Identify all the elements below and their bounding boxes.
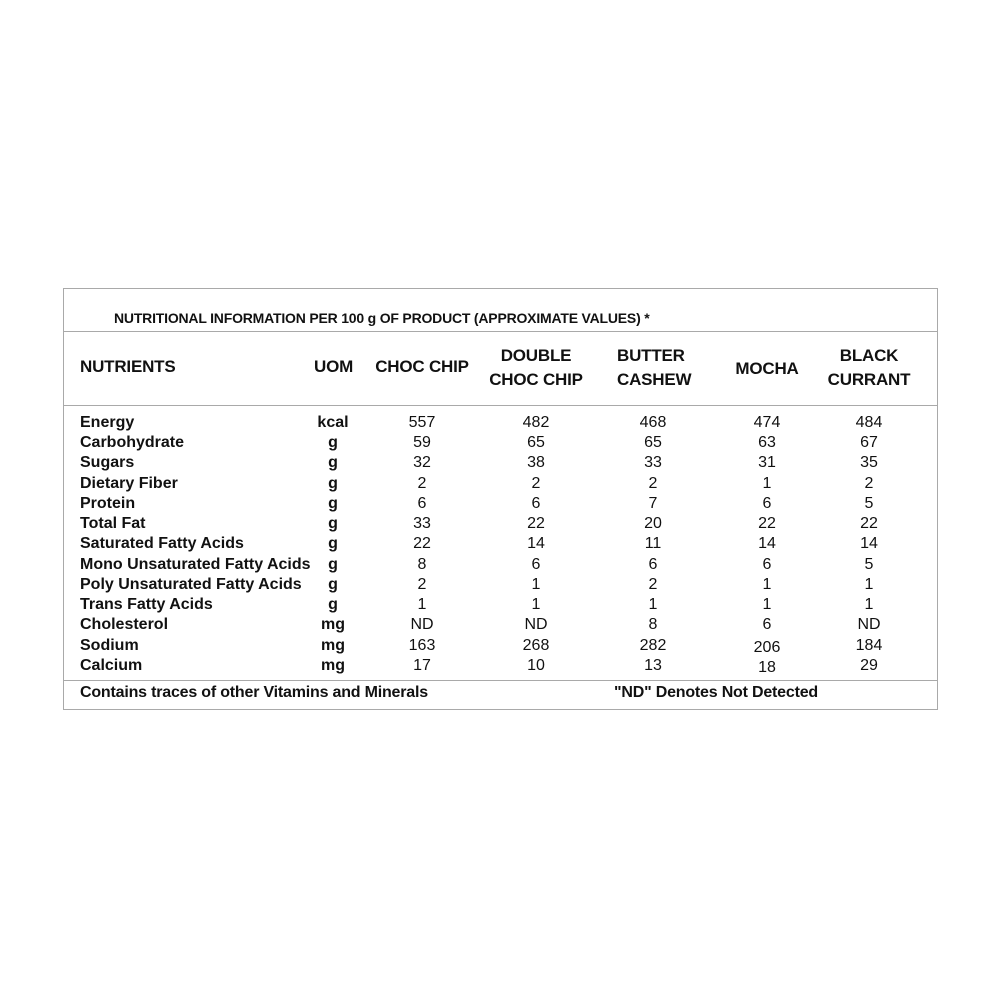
table-title: NUTRITIONAL INFORMATION PER 100 g OF PRODUCT (APPROXIMATE VALUES) * xyxy=(114,310,650,326)
nutrient-value-text: 59 xyxy=(413,434,431,451)
nutrient-value-text: 1 xyxy=(864,576,874,593)
nutrient-value-text: 22 xyxy=(527,515,545,532)
nutrient-value-text: 33 xyxy=(644,454,662,471)
nutrient-value-text: 2 xyxy=(417,475,427,492)
nutrient-value-text: 29 xyxy=(860,657,878,674)
table-row xyxy=(64,555,937,575)
header-line: MOCHA xyxy=(735,359,799,378)
nutrient-value-text: 2 xyxy=(648,576,658,593)
nutrient-uom-text: g xyxy=(328,596,338,613)
table-row xyxy=(64,534,937,554)
nutrient-uom-text: g xyxy=(328,475,338,492)
nutrient-value-text: 468 xyxy=(639,414,667,431)
nutrient-value-text: 35 xyxy=(860,454,878,471)
header-black-currant xyxy=(828,344,911,392)
nutrient-value-text: 14 xyxy=(527,535,545,552)
table-row xyxy=(64,433,937,453)
table-row xyxy=(64,453,937,473)
nutrient-name: Poly Unsaturated Fatty Acids xyxy=(80,576,302,593)
table-row xyxy=(64,575,937,595)
nutrient-value-text: 13 xyxy=(644,657,662,674)
nutrient-name: Sugars xyxy=(80,454,135,471)
nutrient-value-text: 1 xyxy=(648,596,658,613)
nutrient-name: Calcium xyxy=(80,657,143,674)
nutrient-uom-text: kcal xyxy=(317,414,349,431)
table-row xyxy=(64,595,937,615)
nutrient-name: Trans Fatty Acids xyxy=(80,596,213,613)
nutrient-name: Energy xyxy=(80,414,135,431)
nutrient-value-text: ND xyxy=(857,616,881,633)
nutrient-value-text: 31 xyxy=(758,454,776,471)
nutrient-uom-text: g xyxy=(328,576,338,593)
nutrient-value-text: 5 xyxy=(864,495,874,512)
header-line: DOUBLE xyxy=(500,346,572,365)
nutrient-value-text: 2 xyxy=(417,576,427,593)
nutrient-value-text: 22 xyxy=(860,515,878,532)
nutrient-value-text: 6 xyxy=(531,556,541,573)
nutrient-value-text: 1 xyxy=(531,576,541,593)
nutrient-value-text: 6 xyxy=(648,556,658,573)
header-nutrients: NUTRIENTS xyxy=(80,357,176,376)
nutrient-value-text: 67 xyxy=(860,434,878,451)
divider xyxy=(64,331,937,332)
nutrient-value-text: 1 xyxy=(762,576,772,593)
footer-note-right: "ND" Denotes Not Detected xyxy=(614,684,818,701)
nutrient-value-text: 20 xyxy=(644,515,662,532)
nutrient-value-text: 2 xyxy=(648,475,658,492)
nutrient-uom-text: mg xyxy=(321,637,345,654)
nutrient-value-text: 1 xyxy=(762,596,772,613)
table-row xyxy=(64,514,937,534)
header-line: BUTTER xyxy=(617,346,685,365)
nutrient-uom-text: g xyxy=(328,556,338,573)
table-row xyxy=(64,494,937,514)
nutrient-value-text: 2 xyxy=(864,475,874,492)
nutrient-value-text: 65 xyxy=(527,434,545,451)
nutrient-value-text: 6 xyxy=(762,495,772,512)
table-row xyxy=(64,413,937,433)
header-line: CASHEW xyxy=(617,370,692,389)
nutrient-value-text: 557 xyxy=(408,414,436,431)
nutrient-uom-text: g xyxy=(328,515,338,532)
nutrient-uom-text: mg xyxy=(321,616,345,633)
nutrient-value-text: 38 xyxy=(527,454,545,471)
nutrient-value-text: ND xyxy=(524,616,548,633)
header-line: CURRANT xyxy=(827,370,911,389)
header-mocha xyxy=(735,357,798,381)
nutrient-value-text: 6 xyxy=(762,616,772,633)
nutrient-value-text: 11 xyxy=(644,535,662,552)
nutrient-value-text: 2 xyxy=(531,475,541,492)
table-row xyxy=(64,615,937,635)
nutrient-value-text: 282 xyxy=(639,637,667,654)
header-line: BLACK xyxy=(839,346,899,365)
header-choc-chip xyxy=(375,355,469,379)
nutrient-value-text: 1 xyxy=(531,596,541,613)
nutrient-value-text: 6 xyxy=(762,556,772,573)
nutrient-value-text: 22 xyxy=(413,535,431,552)
nutrient-name: Dietary Fiber xyxy=(80,475,178,492)
nutrient-uom-text: g xyxy=(328,535,338,552)
nutrient-name: Total Fat xyxy=(80,515,146,532)
nutrient-uom-text: g xyxy=(328,495,338,512)
header-uom: UOM xyxy=(314,357,354,376)
nutrient-name: Cholesterol xyxy=(80,616,169,633)
nutrient-uom-text: g xyxy=(328,434,338,451)
nutrient-value-text: 482 xyxy=(522,414,550,431)
nutrient-value-text: 65 xyxy=(644,434,662,451)
nutrient-value-text: 6 xyxy=(531,495,541,512)
nutrient-value-text: 7 xyxy=(648,495,658,512)
nutrient-value-text: 14 xyxy=(860,535,878,552)
nutrient-value-text: 8 xyxy=(417,556,427,573)
nutrient-value-text: 1 xyxy=(417,596,427,613)
nutrient-value-text: 484 xyxy=(855,414,883,431)
nutrient-name: Protein xyxy=(80,495,136,512)
nutrient-uom-text: mg xyxy=(321,657,345,674)
nutrient-value-text: 63 xyxy=(758,434,776,451)
footer-note-left: Contains traces of other Vitamins and Minerals xyxy=(80,684,428,701)
nutrient-value-text: 17 xyxy=(413,657,431,674)
header-butter-cashew xyxy=(617,344,691,392)
nutrient-value-text: 1 xyxy=(864,596,874,613)
nutrient-value-text: 22 xyxy=(758,515,776,532)
nutrient-value-text: 206 xyxy=(753,639,781,656)
nutrient-value-text: 5 xyxy=(864,556,874,573)
nutrient-value-text: 474 xyxy=(753,414,781,431)
nutrient-value-text: 33 xyxy=(413,515,431,532)
nutrient-name: Carbohydrate xyxy=(80,434,185,451)
header-line: CHOC CHIP xyxy=(375,357,469,376)
nutrient-value-text: 8 xyxy=(648,616,658,633)
nutrient-value-text: 14 xyxy=(758,535,776,552)
nutrient-value-text: 18 xyxy=(758,659,776,676)
nutrition-table xyxy=(63,288,938,710)
nutrient-name: Sodium xyxy=(80,637,139,654)
header-double-choc-chip xyxy=(489,344,583,392)
header-line: CHOC CHIP xyxy=(489,370,583,389)
nutrient-value-text: ND xyxy=(410,616,434,633)
nutrient-value-text: 32 xyxy=(413,454,431,471)
nutrient-value-text: 184 xyxy=(855,637,883,654)
nutrient-name: Saturated Fatty Acids xyxy=(80,535,244,552)
nutrient-value-text: 10 xyxy=(527,657,545,674)
nutrient-uom-text: g xyxy=(328,454,338,471)
table-row xyxy=(64,656,937,676)
nutrient-value-text: 163 xyxy=(408,637,436,654)
nutrient-name: Mono Unsaturated Fatty Acids xyxy=(80,556,311,573)
nutrient-value-text: 268 xyxy=(522,637,550,654)
table-row xyxy=(64,636,937,656)
nutrient-value-text: 6 xyxy=(417,495,427,512)
divider xyxy=(64,405,937,406)
divider xyxy=(64,680,937,681)
table-row xyxy=(64,474,937,494)
nutrient-value-text: 1 xyxy=(762,475,772,492)
